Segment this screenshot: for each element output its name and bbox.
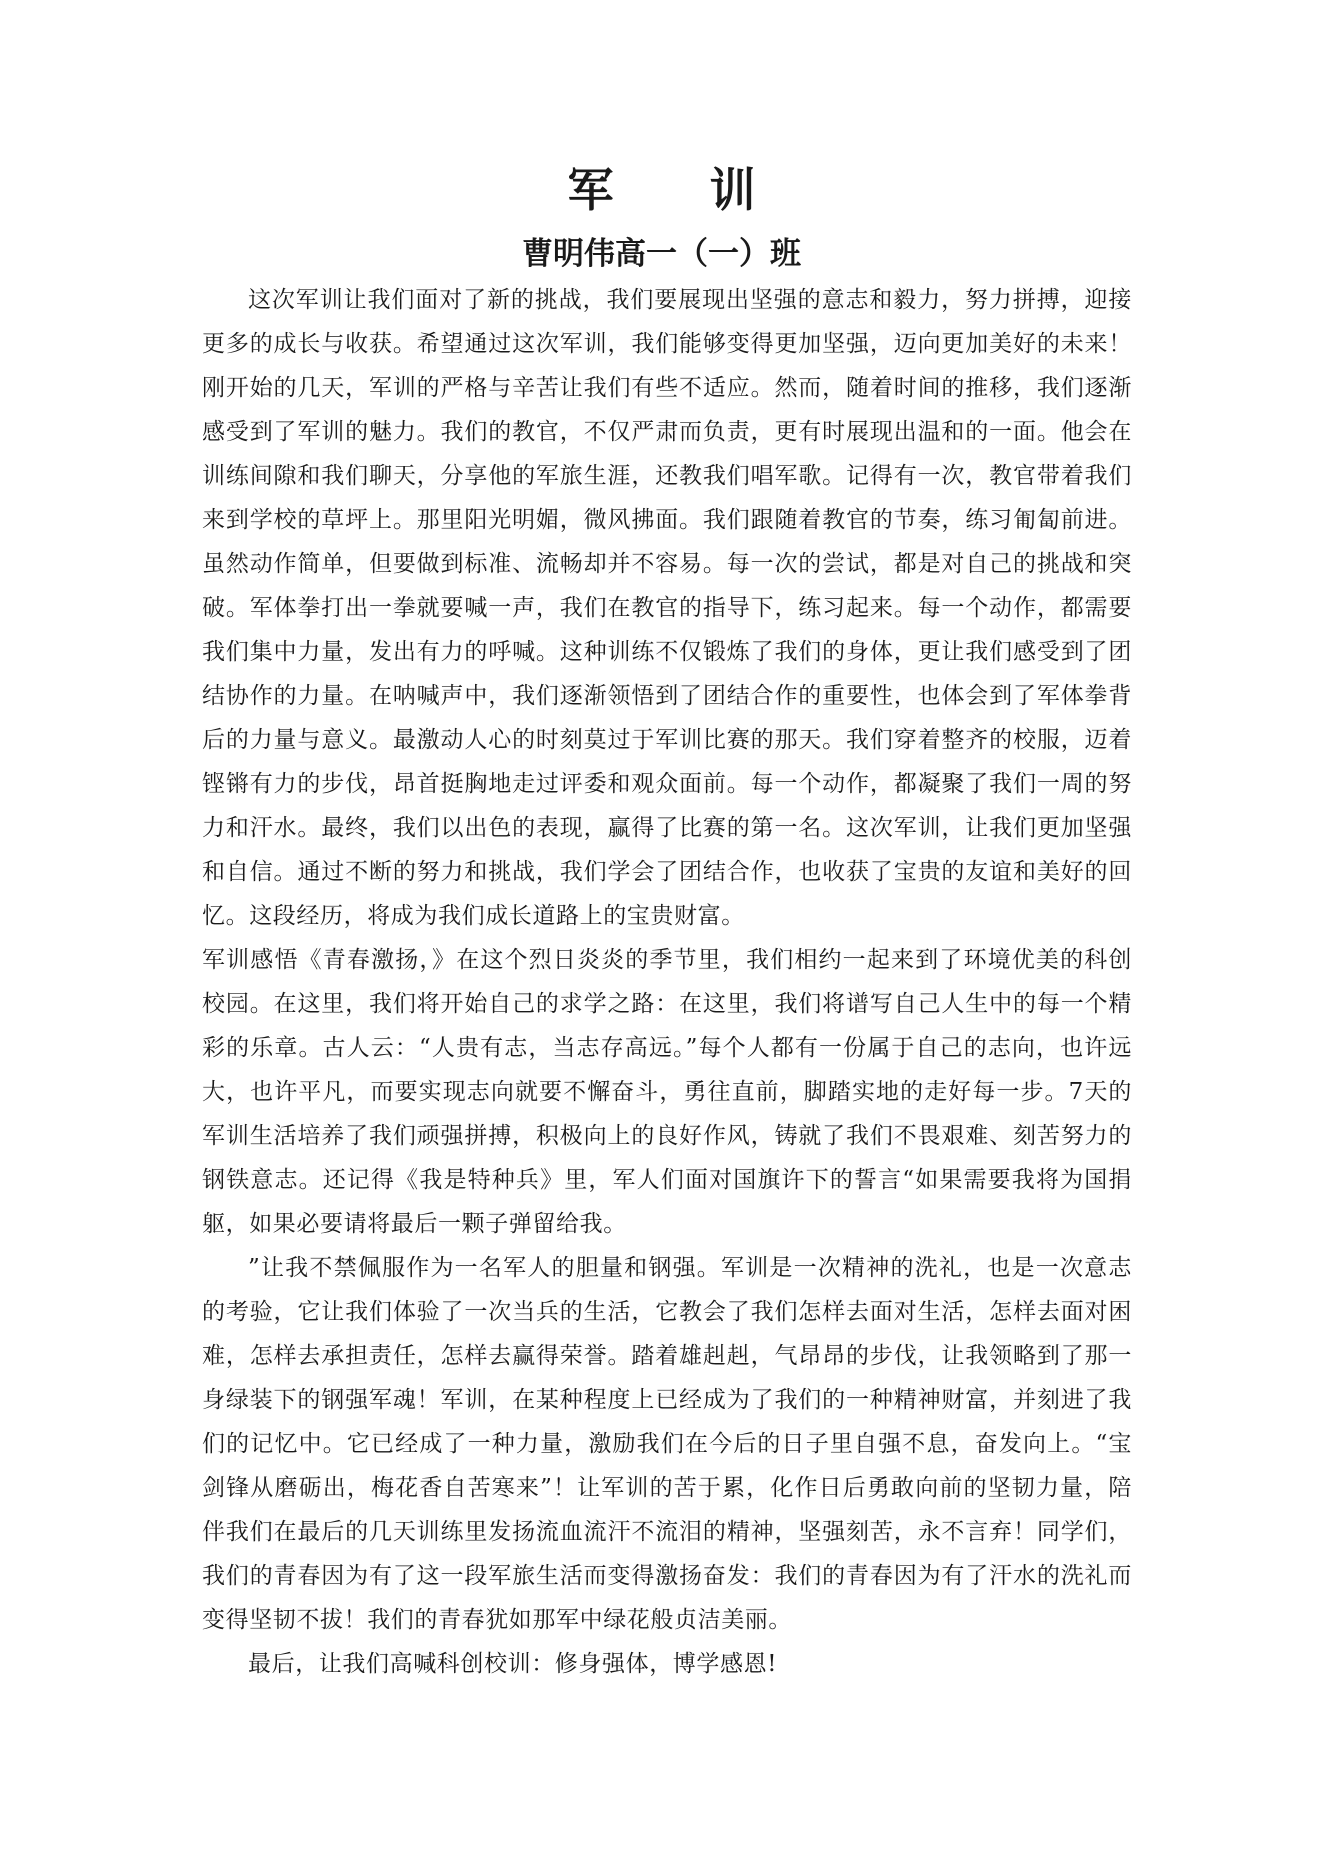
paragraph-4: 最后，让我们高喊科创校训：修身强体，博学感恩! xyxy=(248,1651,778,1677)
essay-body xyxy=(202,278,1132,1686)
paragraph-2: 军训感悟《青春激扬，》在这个烈日炎炎的季节里，我们相约一起来到了环境优美的科创校园。在这里，我们将开始自己的求学之路：在这里，我们将谱写自己人生中的每一个精彩的乐章。古人云：“人贵有志，当志存高远。”每个人都有一份属于自己的志向，也许远大，也许平凡，而要实现志向就要不懈奋斗，勇往直前，脚踏实地的走好每一步。7天的军训生活培养了我们顽强拼搏，积极向上的良好作风，铸就了我们不畏艰难、刻苦努力的钢铁意志。还记得《我是特种兵》里，军人们面对国旗许下的誓言“如果需要我将为国捐躯，如果必要请将最后一颗子弹留给我。 xyxy=(202,947,1132,1237)
page-title: 军 训 xyxy=(567,163,796,217)
paragraph-3: ”让我不禁佩服作为一名军人的胆量和钢强。军训是一次精神的洗礼，也是一次意志的考验，它让我们体验了一次当兵的生活，它教会了我们怎样去面对生活，怎样去面对困难，怎样去承担责任，怎样去赢得荣誉。踏着雄赳赳，气昂昂的步伐，让我领略到了那一身绿装下的钢强军魂！军训，在某种程度上已经成为了我们的一种精神财富，并刻进了我们的记忆中。它已经成了一种力量，激励我们在今后的日子里自强不息，奋发向上。“宝剑锋从磨砺出，梅花香自苦寒来”！让军训的苦于累，化作日后勇敢向前的坚韧力量，陪伴我们在最后的几天训练里发扬流血流汗不流泪的精神，坚强刻苦，永不言弃！同学们，我们的青春因为有了这一段军旅生活而变得激扬奋发：我们的青春因为有了汗水的洗礼而变得坚韧不拔！我们的青春犹如那军中绿花般贞洁美丽。 xyxy=(202,1255,1132,1633)
paragraph-1: 这次军训让我们面对了新的挑战，我们要展现出坚强的意志和毅力，努力拼搏，迎接更多的成长与收获。希望通过这次军训，我们能够变得更加坚强，迈向更加美好的未来！刚开始的几天，军训的严格与辛苦让我们有些不适应。然而，随着时间的推移，我们逐渐感受到了军训的魅力。我们的教官，不仅严肃而负责，更有时展现出温和的一面。他会在训练间隙和我们聊天，分享他的军旅生涯，还教我们唱军歌。记得有一次，教官带着我们来到学校的草坪上。那里阳光明媚，微风拂面。我们跟随着教官的节奏，练习匍匐前进。虽然动作简单，但要做到标准、流畅却并不容易。每一次的尝试，都是对自己的挑战和突破。军体拳打出一拳就要喊一声，我们在教官的指导下，练习起来。每一个动作，都需要我们集中力量，发出有力的呼喊。这种训练不仅锻炼了我们的身体，更让我们感受到了团结协作的力量。在呐喊声中，我们逐渐领悟到了团结合作的重要性，也体会到了军体拳背后的力量与意义。最激动人心的时刻莫过于军训比赛的那天。我们穿着整齐的校服，迈着铿锵有力的步伐，昂首挺胸地走过评委和观众面前。每一个动作，都凝聚了我们一周的努力和汗水。最终，我们以出色的表现，赢得了比赛的第一名。这次军训，让我们更加坚强和自信。通过不断的努力和挑战，我们学会了团结合作，也收获了宝贵的友谊和美好的回忆。这段经历，将成为我们成长道路上的宝贵财富。 xyxy=(202,287,1132,929)
author-line: 曹明伟高一（一）班 xyxy=(522,236,801,272)
